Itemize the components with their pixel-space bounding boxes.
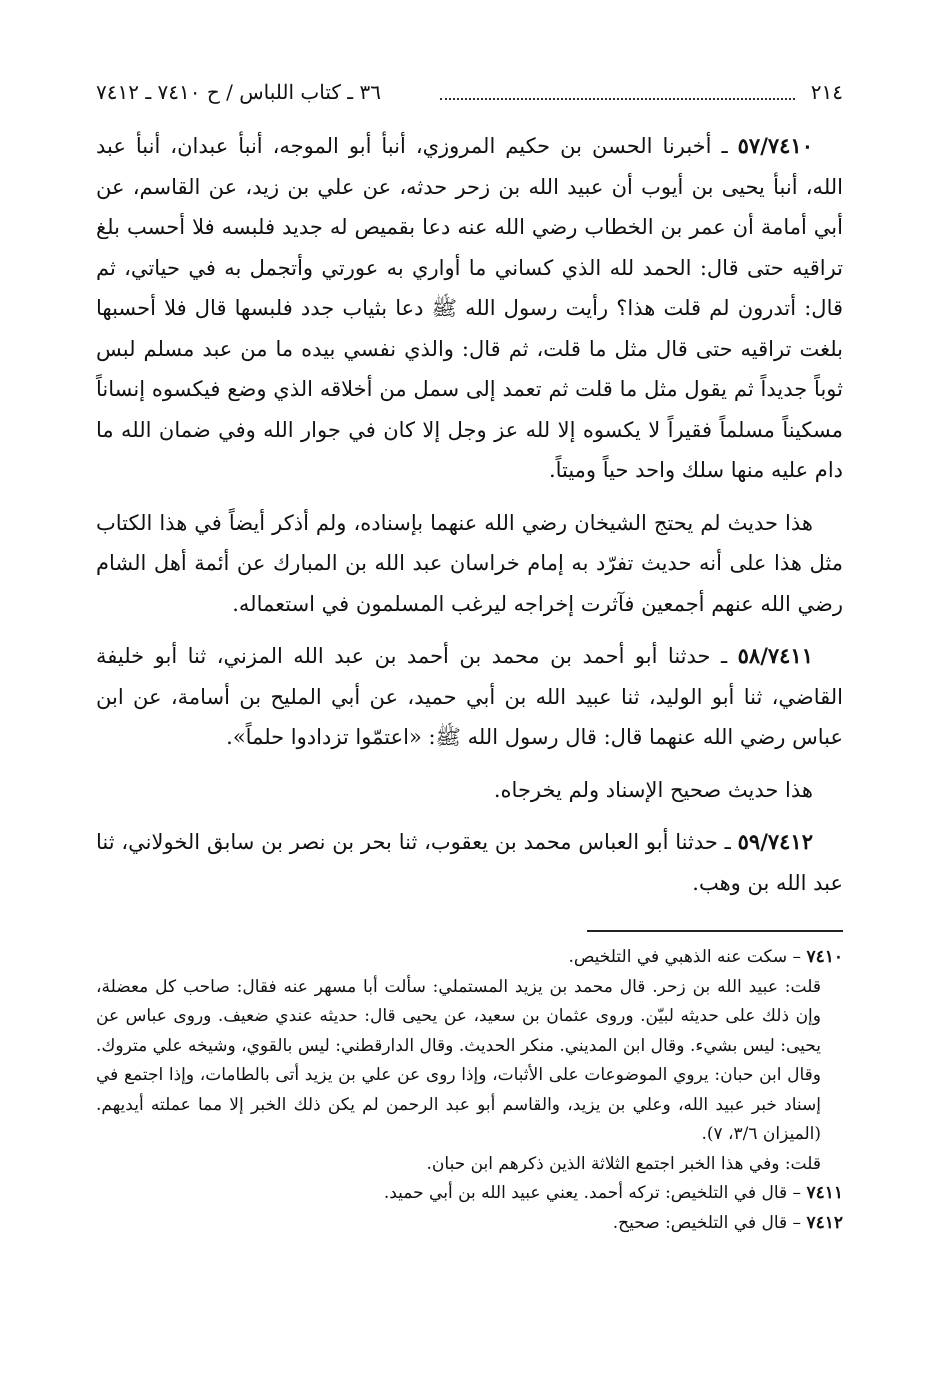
hadith-number: ٥٩/٧٤١٢ (737, 829, 813, 854)
footnote-number: ٧٤١٢ (806, 1212, 843, 1233)
footnote-text: – سكت عنه الذهبي في التلخيص. (568, 947, 807, 967)
footnote-note (96, 1150, 821, 1180)
hadith-text: ـ حدثنا أبو أحمد بن محمد بن أحمد بن عبد الله المزني، ثنا أبو خليفة القاضي، ثنا أبو الوليد، ثنا عبيد الله بن أبي حميد، عن أبي المليح بن أسامة، عن ابن عباس رضي الله عنهما قال: قال رسول الله ﷺ: «اعتمّوا تزدادوا حلماً». (96, 644, 843, 749)
footnote-7412 (96, 1209, 843, 1239)
commentary-text: هذا حديث لم يحتج الشيخان رضي الله عنهما بإسناده، ولم أذكر أيضاً في هذا الكتاب مثل هذا على أنه حديث تفرّد به إمام خراسان عبد الله بن المبارك عن أئمة أهل الشام رضي الله عنهم أجمعين فآثرت إخراجه ليرغب المسلمون في استعماله. (96, 510, 843, 616)
commentary-text: هذا حديث صحيح الإسناد ولم يخرجاه. (493, 777, 813, 802)
running-title: ٣٦ ـ كتاب اللباس / ح ٧٤١٠ ـ ٧٤١٢ (96, 80, 381, 104)
footnote-number: ٧٤١٠ (806, 947, 843, 967)
hadith-text: ـ أخبرنا الحسن بن حكيم المروزي، أنبأ أبو الموجه، أنبأ عبدان، أنبأ عبد الله، أنبأ يحيى بن أيوب أن عبيد الله بن زحر حدثه، عن علي بن زيد، عن القاسم، عن أبي أمامة أن عمر بن الخطاب رضي الله عنه دعا بقميص له جديد فلبسه فلا أحسب بلغ تراقيه حتى قال: الحمد لله الذي كساني ما أواري به عورتي وأتجمل به في حياتي، ثم قال: أتدرون لم قلت هذا؟ رأيت رسول الله ﷺ دعا بثياب جدد فلبسها قال فلا أحسبها بلغت تراقيه حتى قال مثل ما قلت، ثم قال: والذي نفسي بيده ما من عبد مسلم لبس ثوباً جديداً ثم يقول مثل ما قلت ثم تعمد إلى سمل من أخلاقه الذي وضع فيكسوه إنساناً مسكيناً مسلماً فقيراً لا يكسوه إلا لله عز وجل إلا كان في جوار الله وفي ضمان الله ما دام عليه منها سلك واحد حياً وميتاً. (96, 134, 843, 482)
footnote-text: – قال في التلخيص: تركه أحمد. يعني عبيد الله بن أبي حميد. (383, 1183, 807, 1203)
footnote-7411 (96, 1179, 843, 1209)
footnote-number: ٧٤١١ (806, 1183, 843, 1203)
hadith-7412 (96, 822, 843, 903)
hadith-7411 (96, 636, 843, 758)
header-dotted-leader (440, 98, 795, 100)
hadith-number: ٥٨/٧٤١١ (737, 643, 813, 668)
hadith-text: ـ حدثنا أبو العباس محمد بن يعقوب، ثنا بحر بن نصر بن سابق الخولاني، ثنا عبد الله بن وهب. (96, 830, 843, 895)
footnote-7410 (96, 943, 843, 973)
commentary-7411 (96, 770, 843, 811)
page-number: ٢١٤ (810, 80, 843, 104)
footnote-divider (587, 930, 843, 932)
commentary-7410 (96, 503, 843, 625)
main-text (96, 126, 843, 915)
footnotes (96, 943, 843, 1238)
hadith-number: ٥٧/٧٤١٠ (737, 133, 813, 158)
footnote-text: قلت: عبيد الله بن زحر. قال محمد بن يزيد المستملي: سألت أبا مسهر عنه فقال: صاحب كل معضلة، وإن ذلك على حديثه لبيّن. وروى عثمان بن سعيد، عن يحيى قال: حديثه عندي ضعيف. وروى عباس عن يحيى: ليس بشيء. وقال ابن المديني. منكر الحديث. وقال الدارقطني: ليس بالقوي، وشيخه علي متروك. وقال ابن حبان: يروي الموضوعات على الأثبات، وإذا روى عن علي بن يزيد أتى بالطامات، وإذا اجتمع في إسناد خبر عبيد الله، وعلي بن يزيد، والقاسم أبو عبد الرحمن لم يكن ذلك الخبر إلا مما عملته أيديهم. (الميزان ٣/٦، ٧). (96, 976, 821, 1144)
footnote-text: قلت: وفي هذا الخبر اجتمع الثلاثة الذين ذكرهم ابن حبان. (426, 1153, 821, 1174)
hadith-7410 (96, 126, 843, 491)
footnote-text: – قال في التلخيص: صحيح. (612, 1212, 807, 1233)
page-header (96, 72, 843, 112)
footnote-note (96, 973, 821, 1150)
